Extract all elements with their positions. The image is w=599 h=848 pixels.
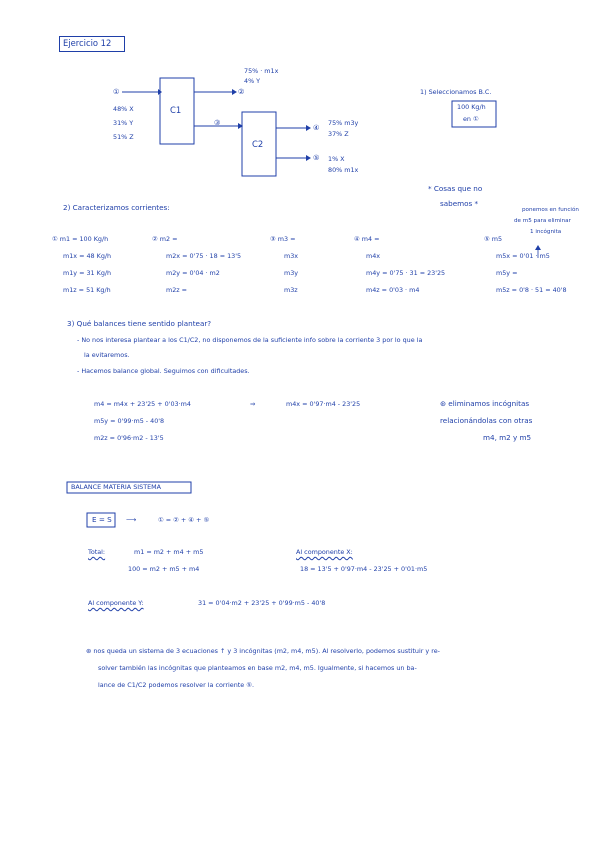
col2-row0: ② m2 = [152, 235, 178, 243]
eq-m4x: m4x = 0'97·m4 - 23'25 [286, 400, 361, 408]
stream3-label: ③ [214, 118, 221, 127]
stream2-label: ② [238, 87, 245, 96]
unknowns-note-1: * Cosas que no [428, 184, 483, 193]
bc-box-line2: en ① [463, 115, 479, 123]
eq-arrow: ⇒ [250, 400, 256, 408]
final-line2: solver también las incógnitas que planteamos en base m2, m4, m5. Igualmente, si hacemos un ba- [98, 664, 417, 672]
side-note-2: de m5 para eliminar [514, 218, 571, 224]
eq-m4: m4 = m4x + 23'25 + 0'03·m4 [94, 400, 191, 408]
col3-row2: m3y [284, 269, 299, 277]
col3-row0: ③ m3 = [270, 235, 296, 243]
balance-heading: BALANCE MATERIA SISTEMA [71, 483, 162, 491]
side-note-3: 1 incógnita [530, 229, 562, 235]
compx-eq: 18 = 13'5 + 0'97·m4 - 23'25 + 0'01·m5 [300, 565, 428, 573]
col1-row3: m1z = 51 Kg/h [63, 286, 111, 294]
col2-row1: m2x = 0'75 · 18 = 13'5 [166, 252, 242, 260]
es-arrow: ⟶ [126, 515, 137, 524]
stream4-comp-2: 37% Z [328, 130, 349, 138]
col1-row0: ① m1 = 100 Kg/h [52, 235, 109, 243]
stream1-label: ① [113, 87, 120, 96]
col4-row1: m4x [366, 252, 381, 260]
col4-row0: ④ m4 = [354, 235, 380, 243]
es-equation: ① = ② + ④ + ⑤ [158, 516, 210, 524]
eliminate-note-1: ⊛ eliminamos incógnitas [440, 399, 530, 408]
compx-label: Al componente X: [296, 548, 353, 556]
col5-row1: m5x = 0'01 · m5 [496, 252, 550, 260]
section2-heading: 2) Caracterizamos corrientes: [63, 203, 170, 212]
bc-heading: 1) Seleccionamos B.C. [420, 88, 492, 96]
stream1-comp-x: 48% X [113, 105, 134, 113]
unit-c2-label: C2 [252, 139, 264, 149]
total-label: Total: [88, 548, 106, 556]
compy-label: Al componente Y: [88, 599, 144, 607]
col3-row3: m3z [284, 286, 298, 294]
bc-box-line1: 100 Kg/h [457, 103, 486, 111]
es-box-label: E = S [92, 515, 112, 524]
stream2-comp-2: 4% Y [244, 77, 261, 85]
unknowns-note-2: sabemos * [440, 199, 479, 208]
unit-c1-label: C1 [170, 105, 182, 115]
total-eq1: m1 = m2 + m4 + m5 [134, 548, 204, 556]
col5-row2: m5y = [496, 269, 518, 277]
stream2-comp-1: 75% · m1x [244, 67, 279, 75]
side-note-1: ponemos en función [522, 207, 579, 213]
stream5-comp-2: 80% m1x [328, 166, 359, 174]
eq-m2z: m2z = 0'96·m2 - 13'5 [94, 434, 164, 442]
col1-row1: m1x = 48 Kg/h [63, 252, 112, 260]
col3-row1: m3x [284, 252, 299, 260]
eq-m5y: m5y = 0'99·m5 - 40'8 [94, 417, 165, 425]
section3-bullet1b: la evitaremos. [84, 351, 130, 359]
col4-row3: m4z = 0'03 · m4 [366, 286, 420, 294]
col1-row2: m1y = 31 Kg/h [63, 269, 112, 277]
eliminate-note-2: relacionándolas con otras [440, 416, 533, 425]
eliminate-note-3: m4, m2 y m5 [483, 433, 532, 442]
col4-row2: m4y = 0'75 · 31 = 23'25 [366, 269, 446, 277]
total-eq2: 100 = m2 + m5 + m4 [128, 565, 200, 573]
stream5-comp-1: 1% X [328, 155, 345, 163]
stream4-label: ④ [313, 123, 320, 132]
col2-row3: m2z = [166, 286, 188, 294]
page-title: Ejercicio 12 [63, 38, 112, 48]
stream1-comp-y: 31% Y [113, 119, 134, 127]
section3-heading: 3) Qué balances tiene sentido plantear? [67, 319, 212, 328]
section3-bullet2: - Hacemos balance global. Seguimos con dificultades. [77, 367, 250, 375]
final-line3: lance de C1/C2 podemos resolver la corriente ⑤. [98, 681, 255, 689]
stream5-label: ⑤ [313, 153, 320, 162]
final-line1: ⊛ nos queda un sistema de 3 ecuaciones ↑ y 3 incógnitas (m2, m4, m5). Al resolverlo, podemos sustituir y re- [86, 647, 440, 655]
col5-row0: ⑤ m5 [484, 235, 503, 243]
compy-eq: 31 = 0'04·m2 + 23'25 + 0'99·m5 - 40'8 [198, 599, 326, 607]
section3-bullet1a: - No nos interesa plantear a los C1/C2, no disponemos de la suficiente info sobre la corriente 3 por lo que la [77, 336, 423, 344]
stream1-comp-z: 51% Z [113, 133, 134, 141]
stream4-comp-1: 75% m3y [328, 119, 359, 127]
col2-row2: m2y = 0'04 · m2 [166, 269, 220, 277]
col5-row3: m5z = 0'8 · 51 = 40'8 [496, 286, 567, 294]
